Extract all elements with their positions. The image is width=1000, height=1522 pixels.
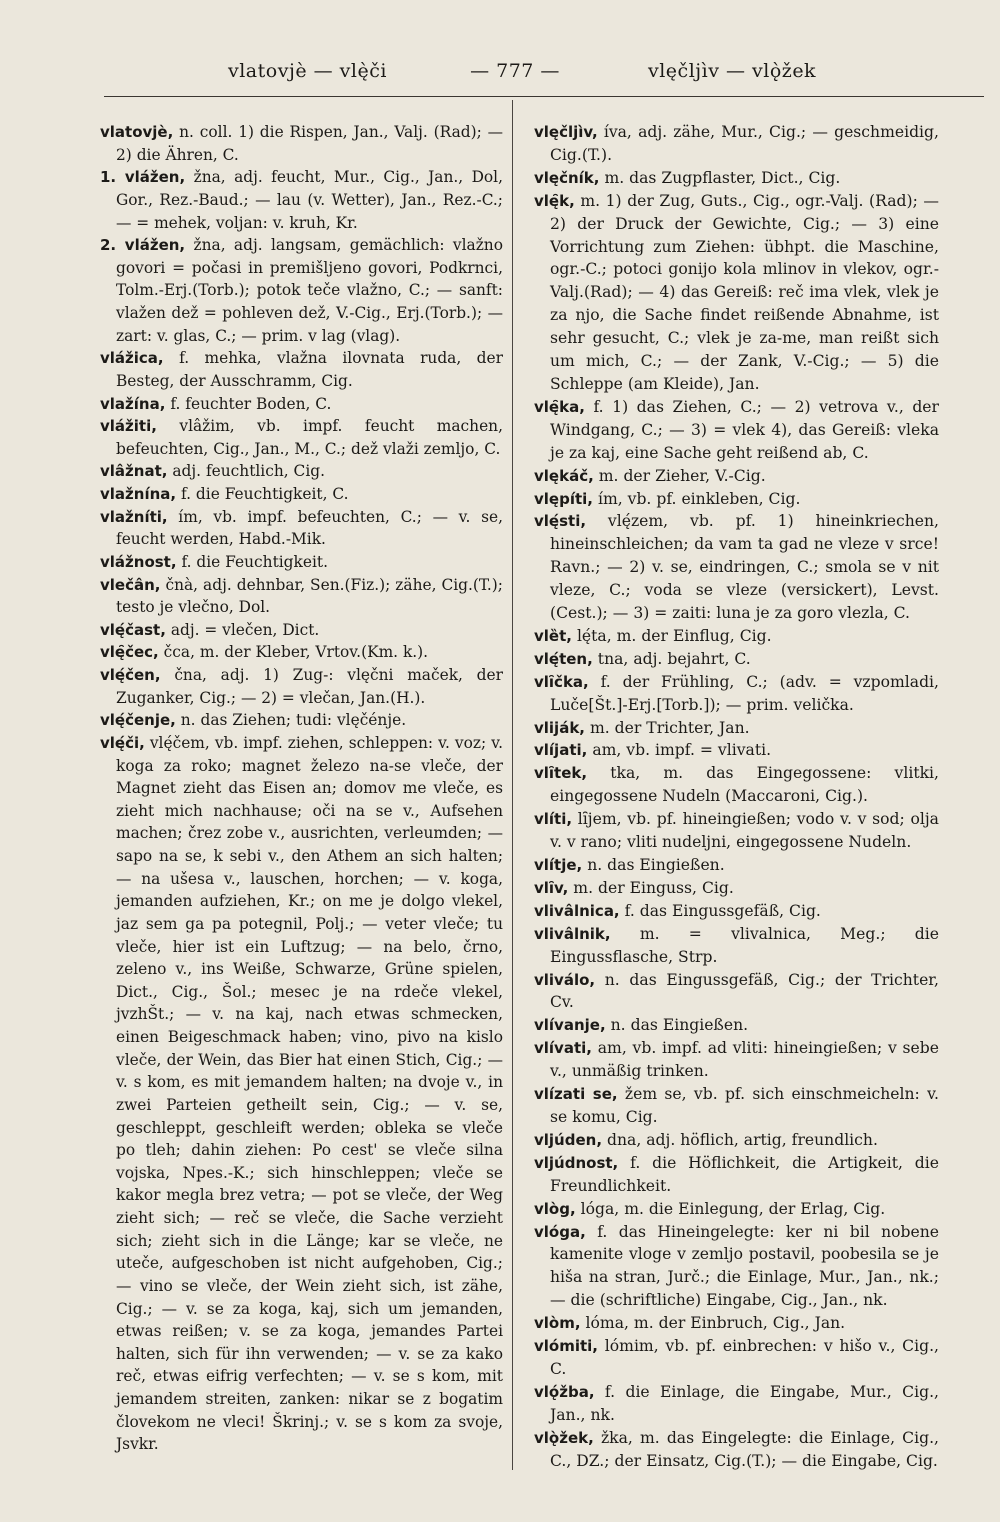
entry-headword: vlečân, [100,575,161,594]
dictionary-entry [534,923,939,969]
header-rule [104,96,984,97]
entry-headword: vlízati se, [534,1085,618,1104]
entry-headword: vlivâlnik, [534,924,611,943]
entry-definition: tna, adj. bejahrt, C. [597,649,751,668]
entry-definition: dna, adj. höflich, artig, freundlich. [607,1130,878,1149]
entry-definition: f. der Frühling, C.; (adv. = vzpomladi, Luče[Št.]-Erj.[Torb.]); — prim. velička. [550,672,939,714]
dictionary-entry [100,574,503,619]
dictionary-entry [100,121,503,166]
dictionary-entry [100,619,503,642]
entry-headword: vlȋtek, [534,764,588,783]
dictionary-entry [534,465,939,488]
dictionary-entry [100,415,503,460]
dictionary-entry [534,1221,939,1313]
dictionary-entry [534,877,939,900]
entry-headword: vlȅt, [534,626,572,645]
entry-definition: f. 1) das Ziehen, C.; — 2) vetrova v., der Windgang, C.; — 3) = vlek 4), das Gereiß: vleka je za kaj, eine Sache geht reißend ab, C. [550,397,939,462]
entry-headword: vlatovjè, [100,123,174,141]
entry-headword: vlívati, [534,1039,592,1058]
dictionary-entry [534,1427,939,1473]
dictionary-entry [100,506,503,551]
dictionary-entry [534,167,939,190]
entry-headword: vliják, [534,718,585,737]
dictionary-entry [534,1198,939,1221]
entry-definition: žka, m. das Eingelegte: die Einlage, Cig., C., DZ.; der Einsatz, Cig.(T.); — die Eingabe, Cig. [550,1428,939,1470]
entry-headword: vlažnína, [100,485,177,503]
entry-headword: vlępíti, [534,489,593,508]
page-header [0,60,1000,90]
entry-definition: lóga, m. die Einlegung, der Erlag, Cig. [580,1199,886,1218]
entry-definition: adj. feuchtlich, Cig. [172,462,325,481]
entry-headword: vlítje, [534,856,583,874]
dictionary-entry [100,393,503,416]
entry-headword: vlę́čast, [100,620,166,639]
dictionary-entry [100,460,503,483]
dictionary-entry [100,234,503,347]
entry-definition: ím, vb. pf. einkleben, Cig. [597,489,801,508]
entry-headword: vlę́ten, [534,649,593,668]
header-left-guide-word: vlatovjè — vlę̀či [228,60,387,82]
entry-definition: m. = vlivalnica, Meg.; die Eingussflasche, Strp. [550,924,939,966]
column-divider [512,100,513,1470]
entry-definition: n. das Eingussgefäß, Cig.; der Trichter, Cv. [550,970,939,1012]
entry-headword: vlę̑k, [534,191,575,210]
entry-headword: vlíti, [534,810,573,829]
entry-definition: lę́ta, m. der Einflug, Cig. [576,626,772,645]
entry-headword: vlȋčka, [534,672,589,691]
entry-definition: čna, adj. 1) Zug-: vlęčni maček, der Zuganker, Cig.; — 2) = vlečan, Jan.(H.). [116,666,503,707]
dictionary-entry [534,808,939,854]
entry-headword: vlažína, [100,394,166,413]
entry-definition: n. das Eingießen. [610,1016,749,1035]
dictionary-entry [534,717,939,740]
entry-definition: žna, adj. feucht, Mur., Cig., Jan., Dol, Gor., Rez.-Baud.; — lau (v. Wetter), Jan., Rez.-C.; — = mehek, voljan: v. kruh, Kr. [116,168,503,232]
entry-headword: vlóga, [534,1222,586,1241]
entry-headword: vlážiti, [100,417,157,436]
dictionary-entry [100,166,503,234]
entry-definition: f. die Feuchtigkeit, C. [181,485,349,503]
entry-definition: lȋjem, vb. pf. hineingießen; vodo v. v sod; olja v. v rano; vliti nudeljni, eingegossene Nudeln. [550,810,939,852]
entry-definition: ím, vb. impf. befeuchten, C.; — v. se, feucht werden, Habd.-Mik. [116,507,503,549]
entry-definition: n. coll. 1) die Rispen, Jan., Valj. (Rad); — 2) die Ähren, C. [116,123,503,164]
dictionary-entry [100,347,503,392]
entry-headword: vlâžnat, [100,462,168,481]
page-number: — 777 — [470,60,560,82]
dictionary-entry [100,551,503,574]
entry-headword: vlážnost, [100,552,177,571]
entry-headword: vlíjati, [534,741,588,760]
entry-headword: vlęčník, [534,168,600,187]
entry-definition: f. das Eingussgefäß, Cig. [624,901,821,920]
entry-definition: f. die Höflichkeit, die Artigkeit, die Freundlichkeit. [550,1153,939,1195]
entry-definition: am, vb. impf. = vlivati. [592,741,772,760]
dictionary-entry [534,121,939,167]
dictionary-entry [100,664,503,709]
dictionary-entry [534,510,939,625]
entry-definition: tka, m. das Eingegossene: vlitki, eingegossene Nudeln (Maccaroni, Cig.). [550,764,939,806]
entry-definition: žem se, vb. pf. sich einschmeicheln: v. se komu, Cig. [550,1085,939,1126]
entry-headword: vlivâlnica, [534,901,620,920]
entry-headword: vlómiti, [534,1337,599,1356]
entry-headword: vlę̑ka, [534,397,585,416]
entry-definition: am, vb. impf. ad vliti: hineingießen; v sebe v., unmäßig trinken. [550,1039,939,1081]
entry-headword: 1. vlážen, [100,168,186,187]
entry-headword: vlę́čenje, [100,711,176,730]
entry-headword: vlívanje, [534,1016,606,1035]
entry-definition: m. das Zugpflaster, Dict., Cig. [604,168,841,187]
entry-headword: 2. vlážen, [100,236,186,255]
entry-definition: vlę́zem, vb. pf. 1) hineinkriechen, hineinschleichen; da vam ta gad ne vleze v srce! Ravn.; — 2) v. se, eindringen, C.; smola se v nit vleze, C.; voda se vleze (versickert), Levst.(Cest.); — 3) = zaiti: luna je za goro vlezla, C. [550,512,940,623]
entry-definition: vlâžim, vb. impf. feucht machen, befeuchten, Cig., Jan., M., C.; dež vlaži zemljo, C. [116,417,503,458]
entry-headword: vlȋv, [534,878,569,897]
dictionary-entry [534,625,939,648]
entry-definition: lómim, vb. pf. einbrechen: v hišo v., Cig., C. [550,1337,939,1378]
entry-headword: vlęčljìv, [534,123,598,141]
entry-definition: f. das Hineingelegte: ker ni bil nobene kamenite vloge v zemljo postavil, poobesila se je hiša na stran, Jurč.; die Einlage, Mur., Jan., nk.; — die (schriftliche) Eingabe, Cig., Jan., nk. [550,1222,939,1310]
header-right-guide-word: vlęčljìv — vlǫ̀žek [648,60,817,82]
dictionary-entry [534,1037,939,1083]
dictionary-entry [534,1014,939,1037]
dictionary-entry [534,1335,939,1381]
entry-definition: íva, adj. zähe, Mur., Cig.; — geschmeidig, Cig.(T.). [550,123,939,164]
entry-headword: vlòg, [534,1199,576,1218]
dictionary-entry [534,1129,939,1152]
entry-definition: m. der Zieher, V.-Cig. [598,466,766,485]
entry-definition: f. die Einlage, die Eingabe, Mur., Cig., Jan., nk. [550,1382,939,1424]
dictionary-entry [534,648,939,671]
dictionary-entry [100,641,503,664]
entry-definition: čca, m. der Kleber, Vrtov.(Km. k.). [163,643,429,662]
entry-definition: m. der Einguss, Cig. [573,878,734,897]
dictionary-entry [534,1152,939,1198]
dictionary-entry [534,1312,939,1335]
entry-headword: vlòm, [534,1314,581,1333]
entry-headword: vliválo, [534,970,596,989]
entry-headword: vlę́či, [100,733,145,752]
entry-headword: vlážica, [100,349,164,368]
entry-definition: žna, adj. langsam, gemächlich: vlažno govori = počasi in premišljeno govori, Podkrnci, Tolm.-Erj.(Torb.); potok teče vlažno, C.; — sanft: vlažen dež = pohleven dež, V.-Cig., Erj.(Torb.); — zart: v. glas, C.; — prim. v lag (vlag). [116,236,503,345]
entry-definition: m. der Trichter, Jan. [589,718,750,737]
entry-headword: vljúden, [534,1130,603,1149]
left-column [100,121,503,1456]
dictionary-entry [534,762,939,808]
entry-definition: adj. = vlečen, Dict. [170,620,320,639]
entry-definition: vlę́čem, vb. impf. ziehen, schleppen: v. voz; v. koga za roko; magnet železo na-se vleče, der Magnet zieht das Eisen an; domov me vleče, es zieht mich nachhause; oči na se v., Aufsehen machen; črez zobe v., ausrichten, verleumden; — sapo na se, k sebi v., den Athem an sich halten; — na ušesa v., lauschen, horchen; — v. koga, jemanden aufziehen, Kr.; on me je dolgo vlekel, jaz sem ga pa potegnil, Polj.; — veter vleče; tu vleče, hier ist ein Luftzug; — na belo, črno, zeleno v., ins Weiße, Schwarze, Grüne spielen, Dict., Cig., Šol.; mesec je na rdeče vlekel, jvzhŠt.; — v. na kaj, nach etwas schmecken, einen Beigeschmack haben; vino, pivo na kislo vleče, der Wein, das Bier hat einen Stich, Cig.; — v. s kom, es mit jemandem halten; na dvoje v., in zwei Parteien getheilt sein, Cig.; — v. se, geschleppt, geschleift werden; obleka se vleče po tleh; dahin ziehen: Po cest' se vleče silna vojska, Npes.-K.; sich hinschleppen; vleče se kakor megla brez vetra; — pot se vleče, der Weg zieht sich; — reč se vleče, die Sache verzieht sich; zieht sich in die Länge; kar se vleče, ne uteče, aufgeschoben ist nicht aufgehoben, Cig.; — vino se vleče, der Wein zieht sich, ist zähe, Cig.; — v. se za koga, kaj, sich um jemanden, etwas reißen; v. se za koga, jemandes Partei halten, sich für ihn verwenden; — v. se za kako reč, etwas eifrig verfechten; — v. se s kom, mit jemandem streiten, zanken: nikar se z bogatim človekom ne vleci! Škrinj.; v. se s kom za svoje, Jsvkr. [116,733,503,1454]
dictionary-entry [534,739,939,762]
entry-headword: vlękáč, [534,466,594,485]
dictionary-entry [534,671,939,717]
dictionary-entry [100,483,503,506]
entry-headword: vlažníti, [100,507,168,526]
entry-definition: lóma, m. der Einbruch, Cig., Jan. [585,1314,846,1333]
entry-headword: vlǫ́žba, [534,1382,595,1401]
dictionary-entry [534,900,939,923]
entry-headword: vljúdnost, [534,1153,619,1172]
entry-headword: vlę́čen, [100,666,161,684]
right-column [534,121,939,1472]
entry-headword: vlę́sti, [534,512,587,531]
entry-headword: vlǫ̀žek, [534,1428,594,1447]
entry-definition: m. 1) der Zug, Guts., Cig., ogr.-Valj. (Rad); — 2) der Druck der Gewichte, Cig.; — 3) eine Vorrichtung zum Ziehen: übhpt. die Maschine, ogr.-C.; potoci gonijo kola mlinov in vlekov, ogr.-Valj.(Rad); — 4) das Gereiß: reč ima vlek, vlek je za njo, die Sache findet reißende Abnahme, ist sehr gesucht, C.; vlek je za-me, man reißt sich um mich, C.; — der Zank, V.-Cig.; — 5) die Schleppe (am Kleide), Jan. [550,191,939,393]
entry-definition: n. das Ziehen; tudi: vlęčénje. [180,711,407,730]
dictionary-entry [534,854,939,877]
entry-definition: f. mehka, vlažna ilovnata ruda, der Besteg, der Ausschramm, Cig. [116,349,503,390]
entry-headword: vlę̑čec, [100,643,159,662]
entry-definition: čnà, adj. dehnbar, Sen.(Fiz.); zähe, Cig.(T.); testo je vlečno, Dol. [116,575,503,617]
dictionary-entry [534,1083,939,1129]
entry-definition: n. das Eingießen. [587,856,725,874]
dictionary-entry [100,709,503,732]
dictionary-entry [534,190,939,396]
entry-definition: f. feuchter Boden, C. [170,394,332,413]
dictionary-entry [534,396,939,465]
dictionary-entry [534,488,939,511]
dictionary-entry [534,1381,939,1427]
dictionary-entry [534,969,939,1015]
entry-definition: f. die Feuchtigkeit. [181,552,328,571]
dictionary-entry [100,732,503,1456]
